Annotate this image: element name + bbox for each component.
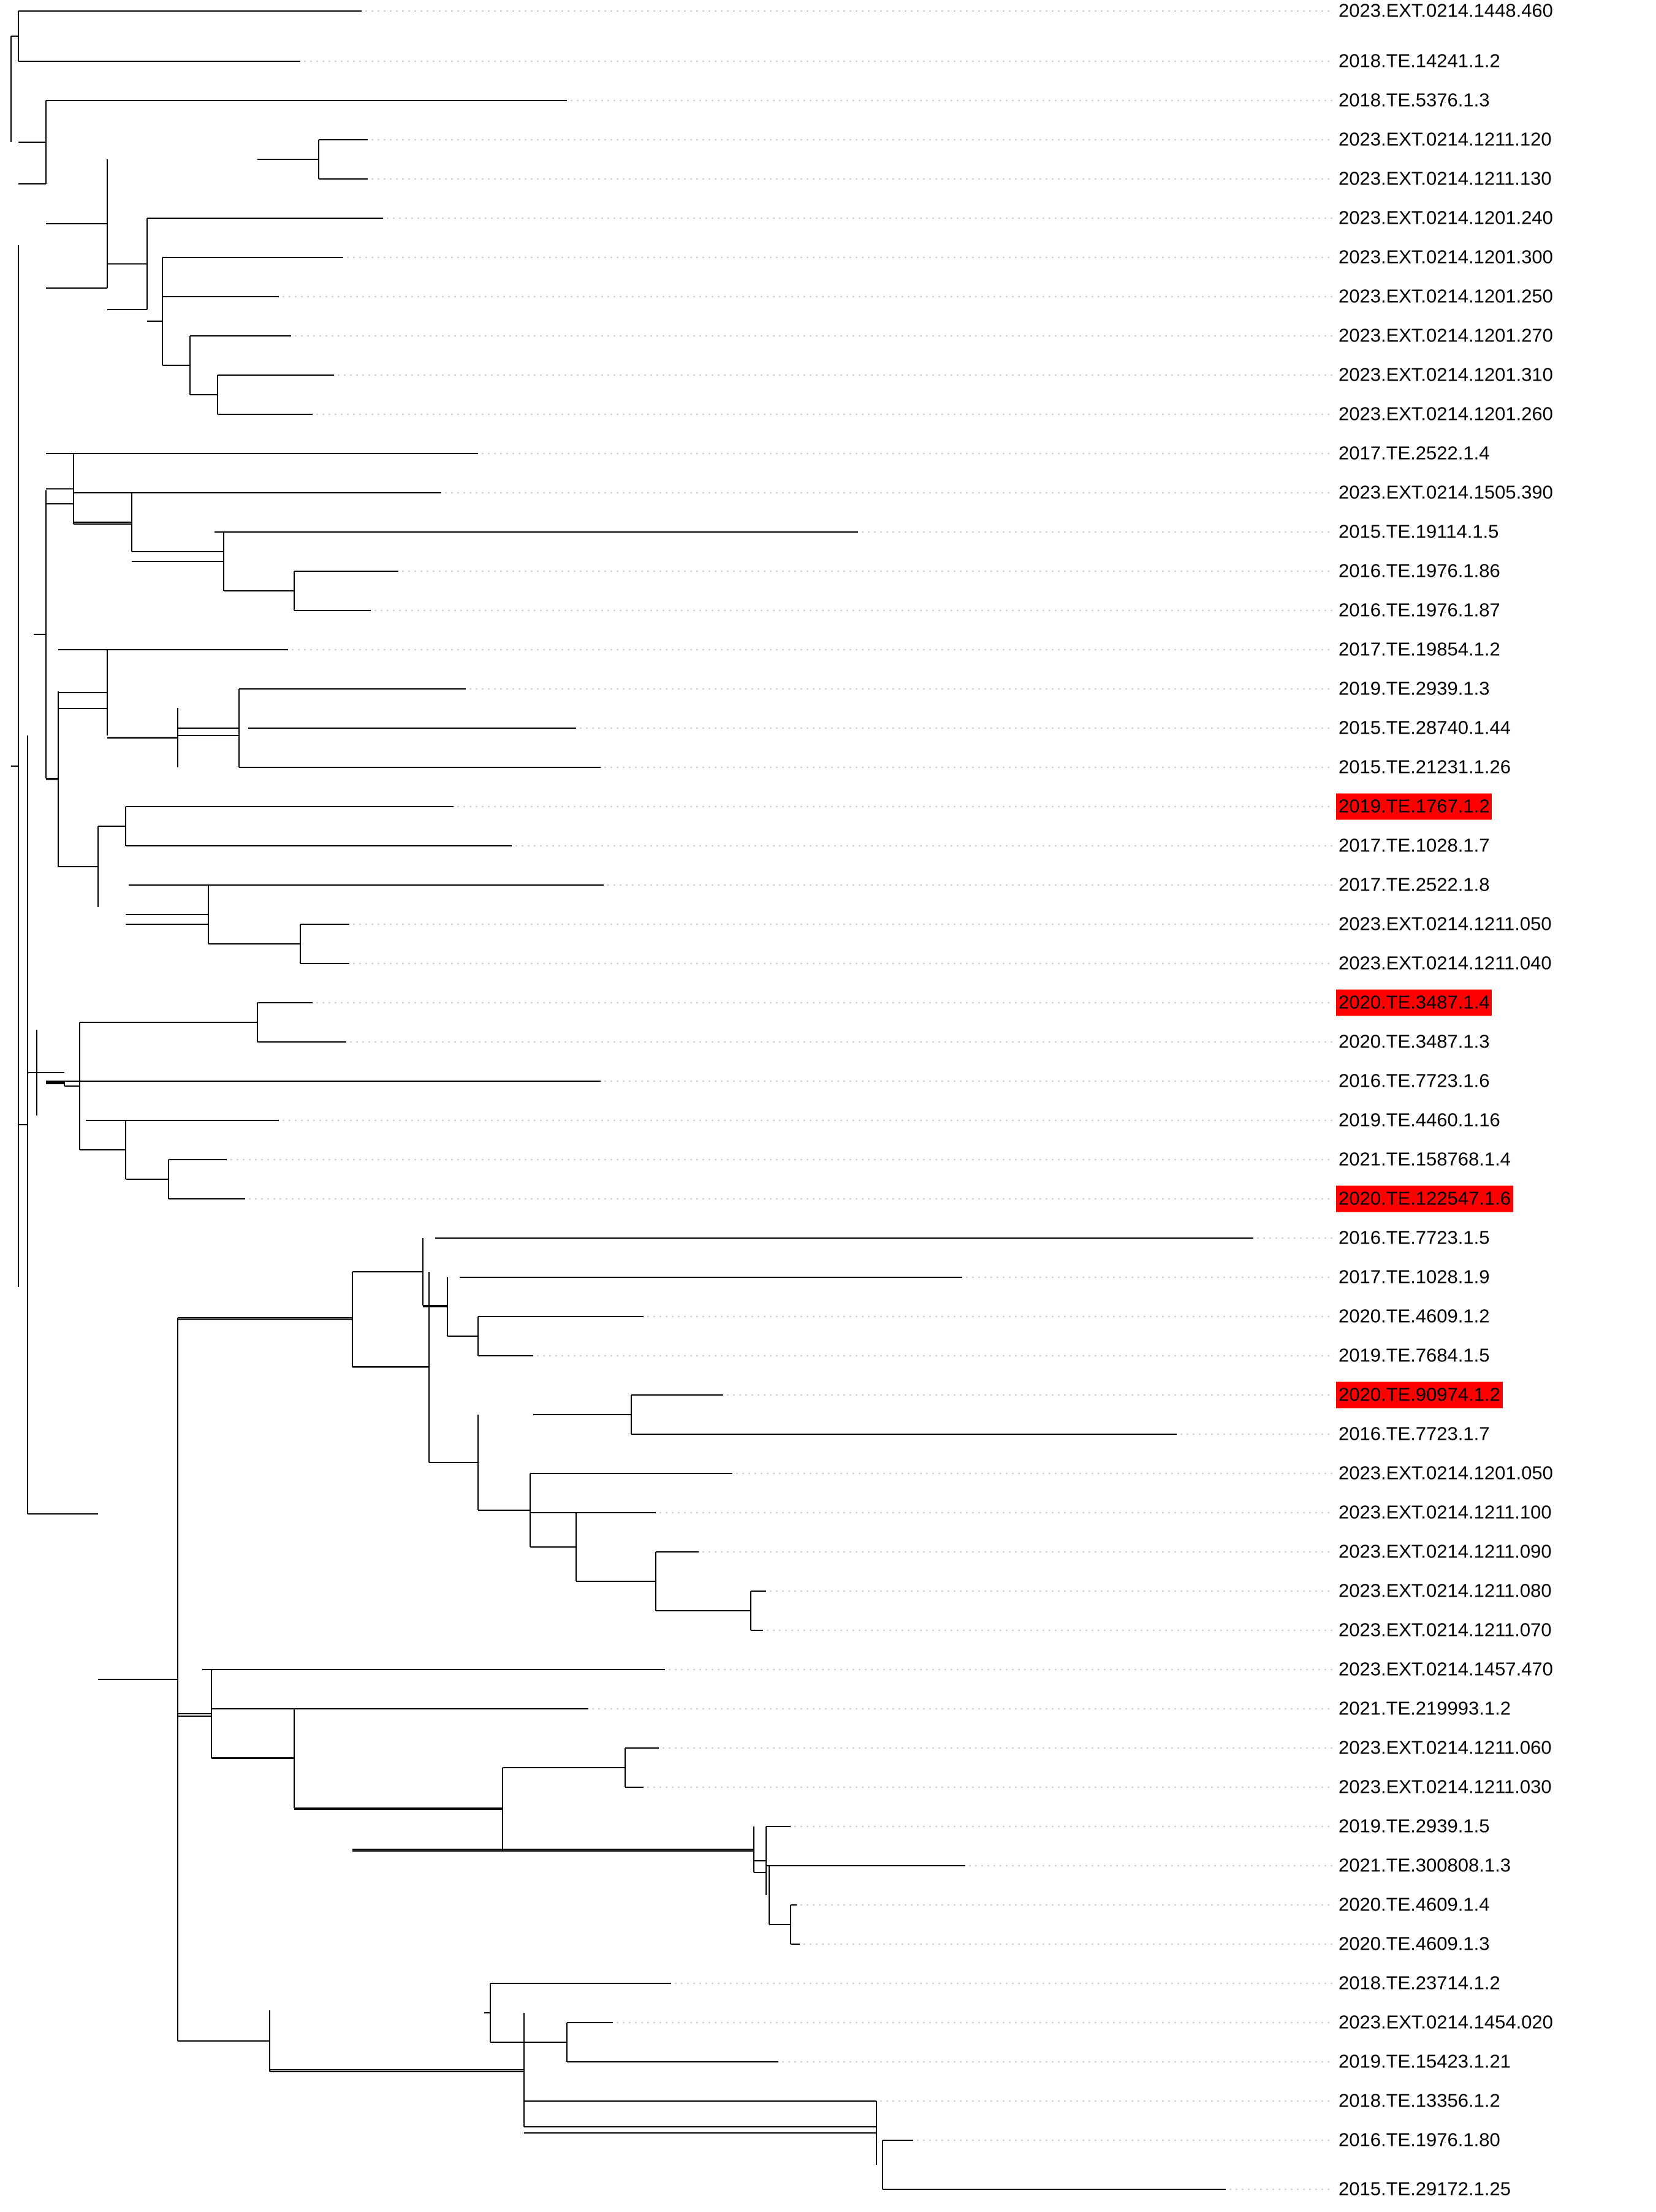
tip-label: 2019.TE.2939.1.3 (1339, 677, 1490, 699)
tip-label: 2023.EXT.0214.1211.120 (1339, 128, 1552, 150)
tip-label: 2017.TE.2522.1.4 (1339, 442, 1490, 464)
tip-label: 2018.TE.23714.1.2 (1339, 1972, 1500, 1994)
tip-label: 2018.TE.5376.1.3 (1339, 89, 1490, 111)
tip-label: 2019.TE.1767.1.2 (1336, 794, 1492, 820)
tip-label: 2016.TE.1976.1.80 (1339, 2129, 1500, 2151)
tip-label: 2020.TE.4609.1.4 (1339, 1893, 1490, 1915)
tip-label: 2019.TE.15423.1.21 (1339, 2050, 1511, 2072)
tip-label: 2017.TE.1028.1.7 (1339, 834, 1490, 856)
tip-label: 2021.TE.300808.1.3 (1339, 1854, 1511, 1876)
tip-label: 2023.EXT.0214.1448.460 (1339, 0, 1553, 21)
tip-label: 2023.EXT.0214.1211.090 (1339, 1540, 1552, 1562)
tip-label: 2015.TE.28740.1.44 (1339, 716, 1511, 739)
tip-label: 2023.EXT.0214.1201.300 (1339, 246, 1553, 268)
tip-label: 2023.EXT.0214.1211.080 (1339, 1579, 1552, 1602)
tip-label: 2017.TE.19854.1.2 (1339, 638, 1500, 660)
tip-label: 2020.TE.3487.1.4 (1336, 990, 1492, 1016)
tip-label: 2023.EXT.0214.1454.020 (1339, 2011, 1553, 2033)
tip-label: 2016.TE.1976.1.87 (1339, 599, 1500, 621)
tip-label: 2020.TE.3487.1.3 (1339, 1030, 1490, 1052)
tip-label: 2020.TE.4609.1.2 (1339, 1305, 1490, 1327)
tip-label: 2023.EXT.0214.1211.060 (1339, 1736, 1552, 1758)
tip-label: 2023.EXT.0214.1201.310 (1339, 363, 1553, 386)
tip-label: 2018.TE.13356.1.2 (1339, 2089, 1500, 2111)
tip-label: 2020.TE.122547.1.6 (1336, 1186, 1513, 1212)
tip-label: 2018.TE.14241.1.2 (1339, 50, 1500, 72)
tip-label: 2019.TE.7684.1.5 (1339, 1344, 1490, 1366)
tip-label: 2017.TE.2522.1.8 (1339, 873, 1490, 895)
tip-label: 2023.EXT.0214.1211.050 (1339, 913, 1552, 935)
tip-label: 2016.TE.7723.1.6 (1339, 1070, 1490, 1092)
tip-label: 2023.EXT.0214.1201.270 (1339, 324, 1553, 346)
tip-label: 2023.EXT.0214.1211.070 (1339, 1619, 1552, 1641)
tip-label: 2020.TE.90974.1.2 (1336, 1382, 1503, 1408)
tip-label: 2023.EXT.0214.1201.240 (1339, 207, 1553, 229)
tip-label: 2017.TE.1028.1.9 (1339, 1266, 1490, 1288)
tip-label: 2020.TE.4609.1.3 (1339, 1933, 1490, 1955)
tip-label: 2016.TE.1976.1.86 (1339, 560, 1500, 582)
tip-label: 2023.EXT.0214.1211.130 (1339, 167, 1552, 189)
tip-label: 2023.EXT.0214.1201.260 (1339, 403, 1553, 425)
tip-label: 2019.TE.4460.1.16 (1339, 1109, 1500, 1131)
tip-label: 2016.TE.7723.1.5 (1339, 1226, 1490, 1249)
tip-label: 2023.EXT.0214.1211.100 (1339, 1501, 1552, 1523)
tip-label: 2015.TE.29172.1.25 (1339, 2178, 1511, 2200)
tip-label: 2023.EXT.0214.1457.470 (1339, 1658, 1553, 1680)
tip-label: 2021.TE.158768.1.4 (1339, 1148, 1511, 1170)
tip-label: 2023.EXT.0214.1211.040 (1339, 952, 1552, 974)
tip-label: 2016.TE.7723.1.7 (1339, 1423, 1490, 1445)
tip-label: 2023.EXT.0214.1505.390 (1339, 481, 1553, 503)
tip-label: 2015.TE.19114.1.5 (1339, 520, 1499, 542)
tip-label: 2021.TE.219993.1.2 (1339, 1697, 1511, 1719)
tip-label: 2023.EXT.0214.1211.030 (1339, 1776, 1552, 1798)
tip-label: 2023.EXT.0214.1201.250 (1339, 285, 1553, 307)
tip-label: 2015.TE.21231.1.26 (1339, 756, 1511, 778)
tip-label: 2019.TE.2939.1.5 (1339, 1815, 1490, 1837)
tip-label: 2023.EXT.0214.1201.050 (1339, 1462, 1553, 1484)
